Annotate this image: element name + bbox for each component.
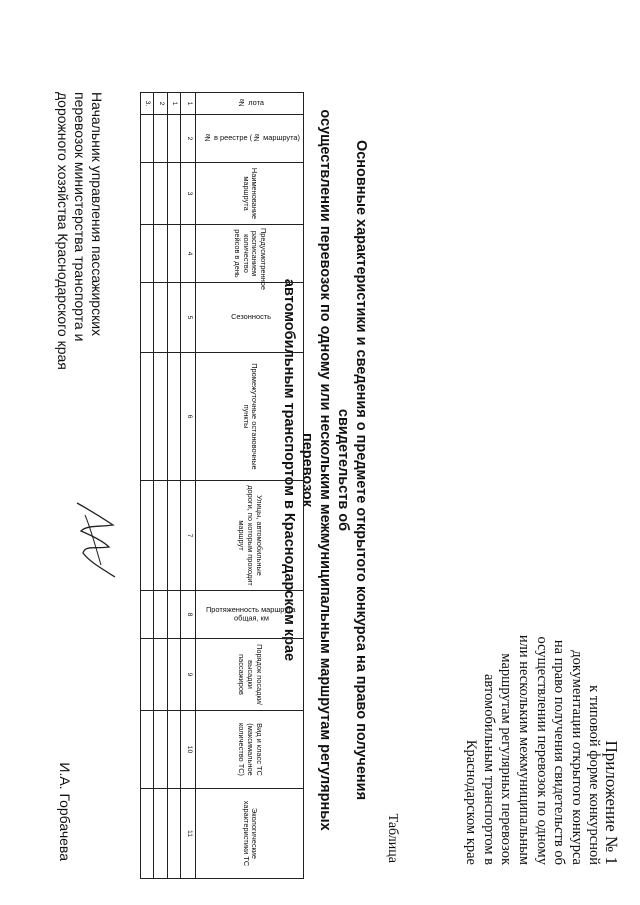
table-cell bbox=[140, 225, 154, 283]
table-cell bbox=[167, 639, 181, 711]
table-cell bbox=[167, 789, 181, 879]
appendix-line: или нескольким межмуниципальным bbox=[516, 634, 533, 865]
table-cell bbox=[140, 353, 154, 481]
appendix-line: Краснодарском крае bbox=[463, 739, 480, 865]
appendix-line: маршрутам регулярных перевозок bbox=[498, 653, 515, 865]
table-cell bbox=[140, 711, 154, 789]
signature-title-line: Начальник управления пассажирских bbox=[89, 92, 105, 337]
appendix-line: автомобильным транспортом в bbox=[480, 674, 497, 865]
table-row bbox=[140, 93, 154, 879]
table-cell bbox=[154, 163, 168, 225]
table-cell bbox=[140, 481, 154, 591]
table-cell bbox=[140, 283, 154, 353]
column-number: 3 bbox=[181, 163, 196, 225]
table-header-cell: Протяженность маршрута общая, км bbox=[196, 591, 304, 639]
table-cell bbox=[167, 225, 181, 283]
table-row bbox=[167, 93, 181, 879]
appendix-note bbox=[462, 565, 620, 865]
table-header-cell: Предусмотренное расписанием количество рейсов в день bbox=[196, 225, 304, 283]
table-header-cell: Вид и класс ТС (максимальное количество ТС) bbox=[196, 711, 304, 789]
table-header-cell: № лота bbox=[196, 93, 304, 115]
table-header-cell: Наименование маршрута bbox=[196, 163, 304, 225]
table-cell bbox=[154, 789, 168, 879]
table-cell: 1 bbox=[167, 93, 181, 115]
table-cell bbox=[154, 711, 168, 789]
table-cell bbox=[167, 711, 181, 789]
table-header-row bbox=[196, 93, 304, 879]
table-cell bbox=[167, 115, 181, 163]
signature-title-line: дорожного хозяйства Краснодарского края bbox=[55, 92, 71, 370]
appendix-line: на право получения свидетельств об bbox=[551, 639, 568, 865]
column-number: 11 bbox=[181, 789, 196, 879]
table-header-cell: Порядок посадки/ высадки пассажиров bbox=[196, 639, 304, 711]
table-cell bbox=[167, 591, 181, 639]
table-cell: 2 bbox=[154, 93, 168, 115]
table-label: Таблица bbox=[385, 813, 400, 863]
table-cell bbox=[154, 591, 168, 639]
table-header-cell: Промежуточные остановочные пункты bbox=[196, 353, 304, 481]
column-number: 1 bbox=[181, 93, 196, 115]
table-cell bbox=[140, 115, 154, 163]
table-header-cell: Сезонность bbox=[196, 283, 304, 353]
column-number: 7 bbox=[181, 481, 196, 591]
table-cell bbox=[167, 481, 181, 591]
table-cell bbox=[167, 163, 181, 225]
table-cell bbox=[140, 639, 154, 711]
handwritten-signature bbox=[65, 495, 125, 585]
appendix-line: Приложение № 1 bbox=[602, 740, 621, 865]
table-cell bbox=[167, 283, 181, 353]
appendix-line: осуществлении перевозок по одному bbox=[533, 636, 550, 865]
appendix-line: к типовой форме конкурсной bbox=[586, 685, 603, 865]
table-header-cell: № в реестре (№ маршрута) bbox=[196, 115, 304, 163]
title-line: автомобильным транспортом в Краснодарском крае bbox=[281, 278, 297, 662]
table-cell bbox=[154, 481, 168, 591]
column-number: 6 bbox=[181, 353, 196, 481]
table-cell bbox=[140, 591, 154, 639]
column-number: 4 bbox=[181, 225, 196, 283]
table-cell bbox=[154, 353, 168, 481]
table-cell bbox=[140, 789, 154, 879]
appendix-line: документации открытого конкурса bbox=[568, 650, 585, 865]
signature-title-line: перевозок министерства транспорта и bbox=[72, 92, 88, 342]
table-cell bbox=[140, 163, 154, 225]
table-header-cell: Улицы, автомобильные дороги, по которым проходит маршрут bbox=[196, 481, 304, 591]
column-number: 8 bbox=[181, 591, 196, 639]
column-number: 10 bbox=[181, 711, 196, 789]
table-header-cell: Экологические характеристики ТС bbox=[196, 789, 304, 879]
table-cell bbox=[154, 225, 168, 283]
column-number: 5 bbox=[181, 283, 196, 353]
table-cell: 3. bbox=[140, 93, 154, 115]
table-cell bbox=[154, 639, 168, 711]
table-cell bbox=[154, 115, 168, 163]
table-number-row bbox=[181, 93, 196, 879]
characteristics-table bbox=[140, 92, 304, 879]
table-cell bbox=[154, 283, 168, 353]
table-cell bbox=[167, 353, 181, 481]
signature-block bbox=[54, 92, 105, 392]
title-line: Основные характеристики и сведения о предмете открытого конкурса на право получения свидетельств об bbox=[335, 139, 369, 801]
column-number: 2 bbox=[181, 115, 196, 163]
signer-name: И.А. Горбачева bbox=[57, 762, 73, 861]
table-row bbox=[154, 93, 168, 879]
column-number: 9 bbox=[181, 639, 196, 711]
title-line: осуществлении перевозок по одному или нескольким межмуниципальным маршрутам регулярных перевозок bbox=[299, 109, 333, 831]
